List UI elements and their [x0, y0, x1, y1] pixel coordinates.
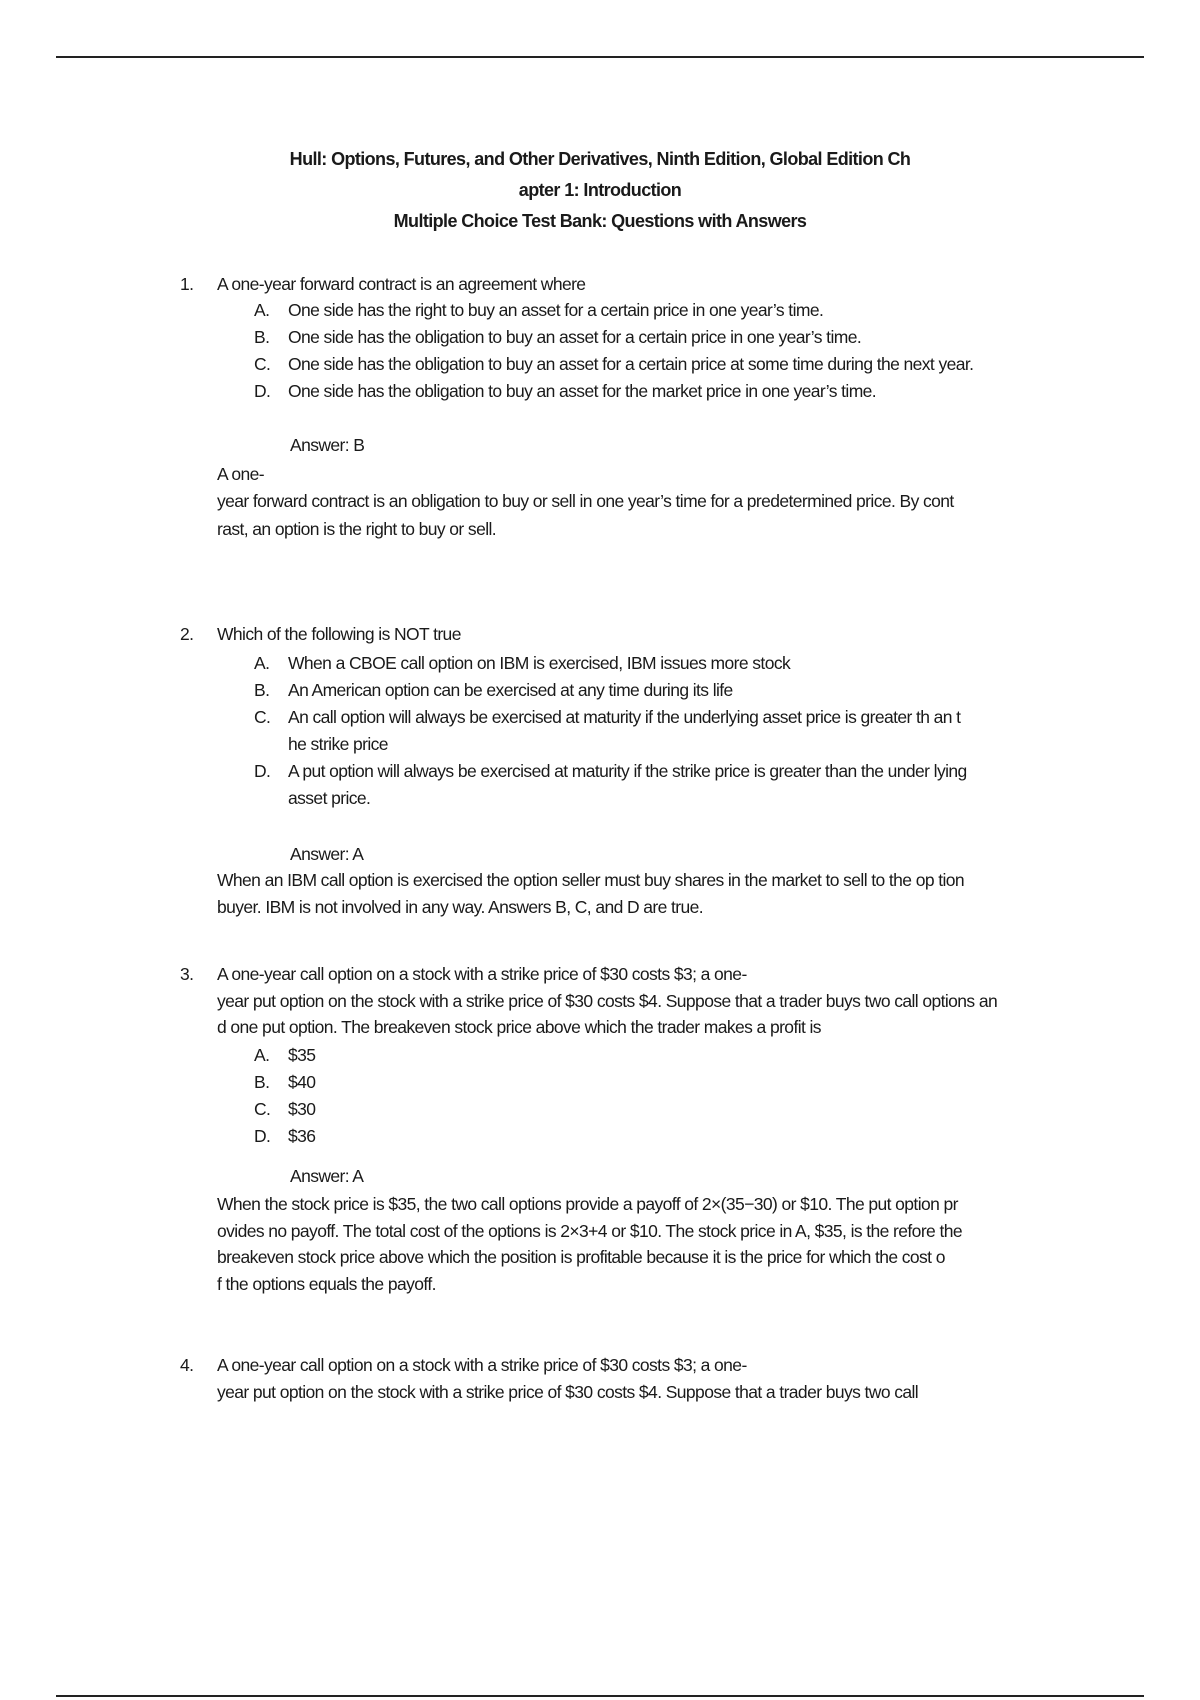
option-text: A put option will always be exercised at maturity if the strike price is greater than the under lying — [288, 761, 967, 781]
option-letter: D. — [254, 381, 271, 401]
option-text: $40 — [288, 1072, 316, 1092]
option-letter: C. — [254, 354, 271, 374]
answer-label: Answer: A — [290, 1166, 364, 1186]
option-letter: D. — [254, 761, 271, 781]
title-line-2: apter 1: Introduction — [518, 180, 682, 200]
answer-label: Answer: A — [290, 844, 364, 864]
question-stem: A one-year forward contract is an agreement where — [217, 274, 586, 294]
option-text: he strike price — [288, 734, 388, 754]
explanation-line: A one- — [217, 464, 264, 484]
question-number: 3. — [180, 964, 194, 984]
question-stem: d one put option. The breakeven stock price above which the trader makes a profit is — [217, 1017, 821, 1037]
option-letter: D. — [254, 1126, 271, 1146]
question-number: 2. — [180, 624, 194, 644]
option-text: When a CBOE call option on IBM is exercised, IBM issues more stock — [288, 653, 791, 673]
question-stem: A one-year call option on a stock with a strike price of $30 costs $3; a one- — [217, 964, 747, 984]
explanation-line: ovides no payoff. The total cost of the options is 2×3+4 or $10. The stock price in A, $35, is the refore the — [217, 1221, 962, 1241]
option-letter: A. — [254, 1045, 270, 1065]
explanation-line: year forward contract is an obligation to buy or sell in one year’s time for a predetermined price. By cont — [217, 491, 954, 511]
option-text: One side has the obligation to buy an asset for the market price in one year’s time. — [288, 381, 877, 401]
option-text: $35 — [288, 1045, 316, 1065]
question-stem: A one-year call option on a stock with a strike price of $30 costs $3; a one- — [217, 1355, 747, 1375]
explanation-line: breakeven stock price above which the position is profitable because it is the price for which the cost o — [217, 1247, 945, 1267]
explanation-line: buyer. IBM is not involved in any way. Answers B, C, and D are true. — [217, 897, 704, 917]
answer-label: Answer: B — [290, 435, 365, 455]
document-title — [0, 144, 1200, 237]
explanation-line: When the stock price is $35, the two call options provide a payoff of 2×(35−30) or $10. The put option pr — [217, 1194, 958, 1214]
question-number: 1. — [180, 274, 194, 294]
explanation-line: rast, an option is the right to buy or sell. — [217, 519, 497, 539]
option-text: An call option will always be exercised at maturity if the underlying asset price is greater th an t — [288, 707, 961, 727]
title-line-1: Hull: Options, Futures, and Other Derivatives, Ninth Edition, Global Edition Ch — [289, 149, 911, 169]
question-stem: Which of the following is NOT true — [217, 624, 461, 644]
option-letter: B. — [254, 327, 270, 347]
option-text: asset price. — [288, 788, 371, 808]
option-text: $30 — [288, 1099, 316, 1119]
bottom-rule — [56, 1695, 1144, 1697]
title-line-3: Multiple Choice Test Bank: Questions with Answers — [393, 211, 807, 231]
option-text: One side has the obligation to buy an asset for a certain price at some time during the next year. — [288, 354, 974, 374]
option-text: One side has the obligation to buy an asset for a certain price in one year’s time. — [288, 327, 862, 347]
option-text: An American option can be exercised at any time during its life — [288, 680, 733, 700]
question-stem: year put option on the stock with a strike price of $30 costs $4. Suppose that a trader buys two call — [217, 1382, 919, 1402]
option-letter: A. — [254, 653, 270, 673]
option-letter: C. — [254, 1099, 271, 1119]
option-letter: B. — [254, 680, 270, 700]
option-letter: A. — [254, 300, 270, 320]
option-text: $36 — [288, 1126, 316, 1146]
question-stem: year put option on the stock with a strike price of $30 costs $4. Suppose that a trader buys two call options an — [217, 991, 998, 1011]
question-number: 4. — [180, 1355, 194, 1375]
top-rule — [56, 56, 1144, 58]
option-letter: B. — [254, 1072, 270, 1092]
explanation-line: When an IBM call option is exercised the option seller must buy shares in the market to sell to the op tion — [217, 870, 965, 890]
explanation-line: f the options equals the payoff. — [217, 1274, 436, 1294]
option-text: One side has the right to buy an asset for a certain price in one year’s time. — [288, 300, 824, 320]
option-letter: C. — [254, 707, 271, 727]
